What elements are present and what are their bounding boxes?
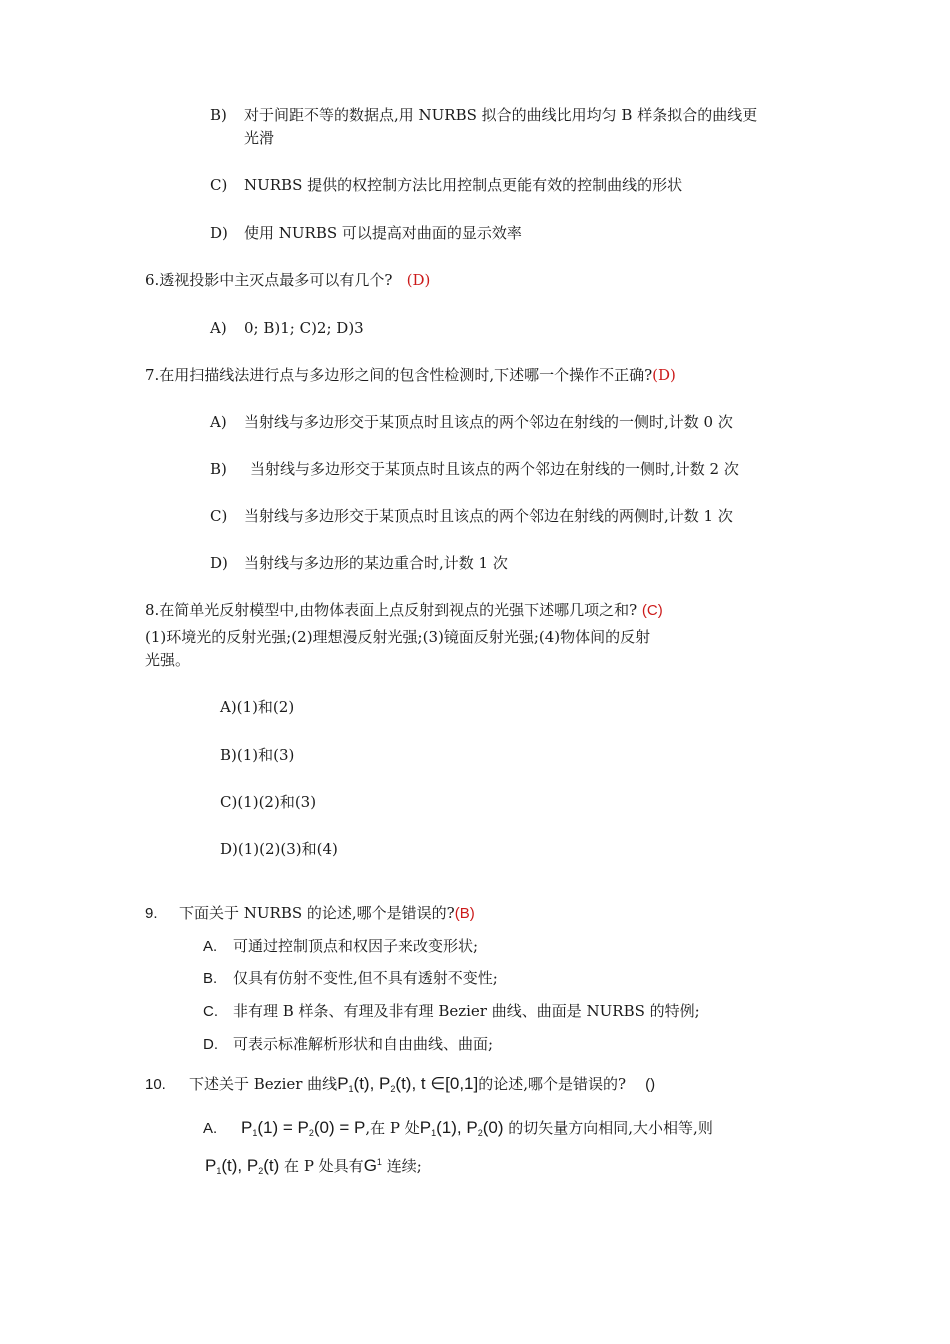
q8-option-a bbox=[220, 697, 294, 717]
q7-option-c-text: 当射线与多边形交于某顶点时且该点的两个邻边在射线的两侧时,计数 1 次 bbox=[244, 507, 733, 525]
q10-formula-g1: $G^1$ bbox=[363, 1156, 382, 1175]
q5-option-b-text: 对于间距不等的数据点,用 NURBS 拟合的曲线比用均匀 B 样条拟合的曲线更 bbox=[244, 106, 758, 124]
q8-option-d bbox=[220, 839, 338, 859]
q8-stem bbox=[145, 600, 663, 621]
q10-stem bbox=[145, 1074, 655, 1099]
q9-option-b-label: B. bbox=[203, 970, 218, 987]
q5-option-b-text-2: 光滑 bbox=[244, 129, 275, 147]
q7-option-a-text: 当射线与多边形交于某顶点时且该点的两个邻边在射线的一侧时,计数 0 次 bbox=[244, 413, 733, 431]
q7-option-a-label: A) bbox=[210, 413, 227, 431]
q7-option-c-label: C) bbox=[210, 507, 228, 525]
q6-option-a-label: A) bbox=[210, 319, 227, 337]
q9-option-c-text: 非有理 B 样条、有理及非有理 Bezier 曲线、曲面是 NURBS 的特例; bbox=[233, 1002, 700, 1020]
q10-option-a-mid: ,在 P 处 bbox=[365, 1119, 420, 1137]
q8-stem-text: 8.在简单光反射模型中,由物体表面上点反射到视点的光强下述哪几项之和? bbox=[145, 601, 638, 619]
q6-stem-text: 6.透视投影中主灭点最多可以有几个? bbox=[145, 271, 393, 289]
q10-option-a-tail: 的切矢量方向相同,大小相等,则 bbox=[508, 1119, 713, 1137]
q7-option-b-label: B) bbox=[210, 460, 227, 478]
q7-option-b-text: 当射线与多边形交于某顶点时且该点的两个邻边在射线的一侧时,计数 2 次 bbox=[250, 460, 739, 478]
q8-option-d-text: D)(1)(2)(3)和(4) bbox=[220, 840, 338, 858]
q9-number: 9. bbox=[145, 905, 158, 922]
q8-answer: (C) bbox=[641, 602, 663, 619]
q9-option-d-label: D. bbox=[203, 1036, 218, 1053]
q7-option-b bbox=[210, 459, 739, 479]
q9-option-d bbox=[203, 1034, 493, 1055]
q7-option-d bbox=[210, 553, 508, 573]
q5-option-b-label: B) bbox=[210, 106, 227, 124]
q6-stem bbox=[145, 270, 430, 290]
q9-stem-text: 下面关于 NURBS 的论述,哪个是错误的? bbox=[179, 904, 455, 922]
q9-answer: (B) bbox=[454, 905, 475, 922]
q10-answer: () bbox=[645, 1076, 656, 1093]
q9-option-a-label: A. bbox=[203, 938, 218, 955]
q5-option-c-text: NURBS 提供的权控制方法比用控制点更能有效的控制曲线的形状 bbox=[244, 176, 683, 194]
q7-stem bbox=[145, 365, 676, 385]
q9-stem bbox=[145, 903, 475, 924]
q10-stem-prefix: 下述关于 Bezier 曲线 bbox=[189, 1075, 338, 1093]
q8-option-b bbox=[220, 745, 294, 765]
q8-option-a-text: A)(1)和(2) bbox=[220, 698, 295, 716]
q8-option-b-text: B)(1)和(3) bbox=[220, 746, 295, 764]
q8-option-c bbox=[220, 792, 316, 812]
q9-option-c bbox=[203, 1001, 700, 1022]
q7-answer: (D) bbox=[652, 366, 676, 384]
q10-stem-suffix: 的论述,哪个是错误的? bbox=[478, 1075, 627, 1093]
q9-option-a bbox=[203, 936, 478, 957]
q5-option-d-text: 使用 NURBS 可以提高对曲面的显示效率 bbox=[244, 224, 522, 242]
q10-formula-curves: $P_1(t)$, $P_2(t)$, t ∈[0,1] bbox=[337, 1074, 479, 1094]
q7-option-d-text: 当射线与多边形的某边重合时,计数 1 次 bbox=[244, 554, 508, 572]
q6-options-text: 0; B)1; C)2; D)3 bbox=[244, 319, 364, 337]
q5-option-b-cont bbox=[244, 128, 274, 148]
q8-note-text-1: (1)环境光的反射光强;(2)理想漫反射光强;(3)镜面反射光强;(4)物体间的反射 bbox=[145, 628, 651, 646]
q10-formula-equality: $P_1(1) = P_2(0) = P$ bbox=[241, 1118, 366, 1138]
q5-option-b bbox=[210, 105, 757, 125]
q9-option-c-label: C. bbox=[203, 1003, 218, 1020]
q8-note-line-1 bbox=[145, 627, 650, 647]
q10-number: 10. bbox=[145, 1076, 166, 1093]
q7-option-d-label: D) bbox=[210, 554, 228, 572]
q7-option-a bbox=[210, 412, 733, 432]
q9-option-a-text: 可通过控制顶点和权因子来改变形状; bbox=[233, 937, 479, 955]
q8-note-text-2: 光强。 bbox=[145, 651, 191, 669]
q9-option-b-text: 仅具有仿射不变性,但不具有透射不变性; bbox=[233, 969, 498, 987]
q10-option-a-line2-mid: 在 P 处具有 bbox=[284, 1157, 364, 1175]
q5-option-d bbox=[210, 223, 522, 243]
q10-option-a bbox=[203, 1118, 713, 1143]
q10-option-a-label: A. bbox=[203, 1120, 218, 1137]
q10-formula-curves-2: $P_1(t)$, $P_2(t)$ bbox=[205, 1156, 280, 1176]
q5-option-c-label: C) bbox=[210, 176, 228, 194]
q5-option-c bbox=[210, 175, 682, 195]
q9-option-d-text: 可表示标准解析形状和自由曲线、曲面; bbox=[233, 1035, 494, 1053]
q10-option-a-cont bbox=[205, 1152, 422, 1181]
q6-options bbox=[210, 318, 364, 338]
q10-option-a-line2-end: 连续; bbox=[386, 1157, 422, 1175]
q8-note-line-2 bbox=[145, 650, 190, 670]
q7-stem-text: 7.在用扫描线法进行点与多边形之间的包含性检测时,下述哪一个操作不正确? bbox=[145, 366, 653, 384]
q9-option-b bbox=[203, 968, 498, 989]
q5-option-d-label: D) bbox=[210, 224, 228, 242]
q8-option-c-text: C)(1)(2)和(3) bbox=[220, 793, 317, 811]
q7-option-c bbox=[210, 506, 733, 526]
q6-answer: (D) bbox=[406, 271, 431, 289]
q10-formula-endpoints: $P_1(1)$, $P_2(0)$ bbox=[419, 1118, 504, 1138]
